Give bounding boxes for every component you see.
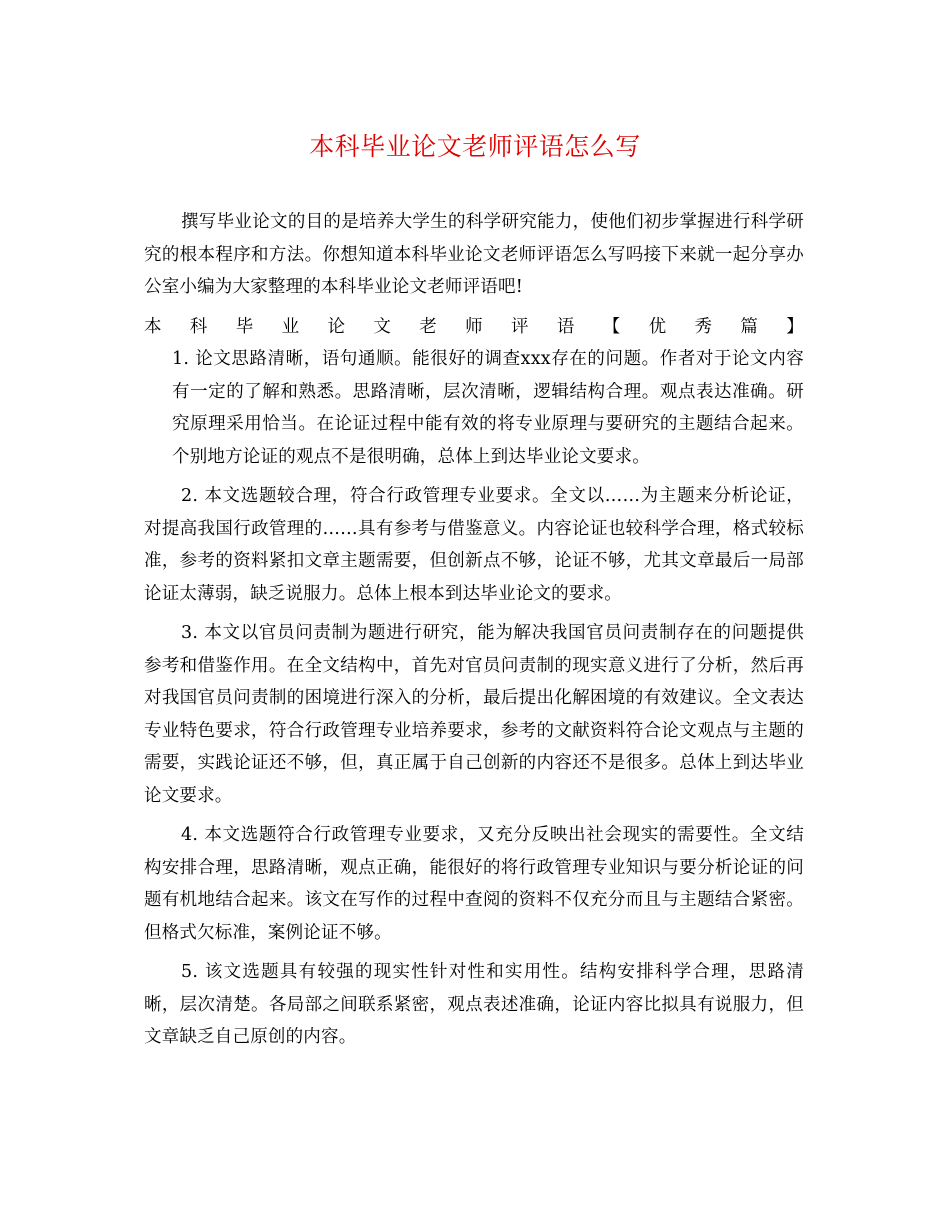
comment-paragraph-1 [144, 311, 804, 474]
page-title: 本科毕业论文老师评语怎么写 [309, 132, 641, 161]
comment-text-1: 1. 论文思路清晰，语句通顺。能很好的调查xxx存在的问题。作者对于论文内容有一定的了解和熟悉。思路清晰，层次清晰，逻辑结构合理。观点表达准确。研究原理采用恰当。在论证过程中能有效的将专业原理与要研究的主题结合起来。个别地方论证的观点不是很明确，总体上到达毕业论文要求。 [172, 349, 804, 467]
document-body [144, 206, 804, 1054]
comment-paragraph-3: 3. 本文以官员问责制为题进行研究，能为解决我国官员问责制存在的问题提供参考和借鉴作用。在全文结构中，首先对官员问责制的现实意义进行了分析，然后再对我国官员问责制的困境进行深入的分析，最后提出化解困境的有效建议。全文表达专业特色要求，符合行政管理专业培养要求，参考的文献资料符合论文观点与主题的需要，实践论证还不够，但，真正属于自己创新的内容还不是很多。总体上到达毕业论文要求。 [144, 623, 804, 806]
intro-paragraph: 撰写毕业论文的目的是培养大学生的科学研究能力，使他们初步掌握进行科学研究的根本程序和方法。你想知道本科毕业论文老师评语怎么写吗接下来就一起分享办公室小编为大家整理的本科毕业论文老师评语吧! [144, 212, 804, 297]
comment-paragraph-4: 4. 本文选题符合行政管理专业要求，又充分反映出社会现实的需要性。全文结构安排合理，思路清晰，观点正确，能很好的将行政管理专业知识与要分析论证的问题有机地结合起来。该文在写作的过程中查阅的资料不仅充分而且与主题结合紧密。但格式欠标准，案例论证不够。 [144, 825, 804, 943]
comment-paragraph-2: 2. 本文选题较合理，符合行政管理专业要求。全文以……为主题来分析论证，对提高我国行政管理的……具有参考与借鉴意义。内容论证也较科学合理，格式较标准，参考的资料紧扣文章主题需要，但创新点不够，论证不够，尤其文章最后一局部论证太薄弱，缺乏说服力。总体上根本到达毕业论文的要求。 [144, 486, 804, 604]
section-heading: 本科毕业论文老师评语【优秀篇】 [144, 316, 804, 337]
comment-paragraph-5: 5. 该文选题具有较强的现实性针对性和实用性。结构安排科学合理，思路清晰，层次清楚。各局部之间联系紧密，观点表述准确，论证内容比拟具有说服力，但文章缺乏自己原创的内容。 [144, 962, 804, 1047]
